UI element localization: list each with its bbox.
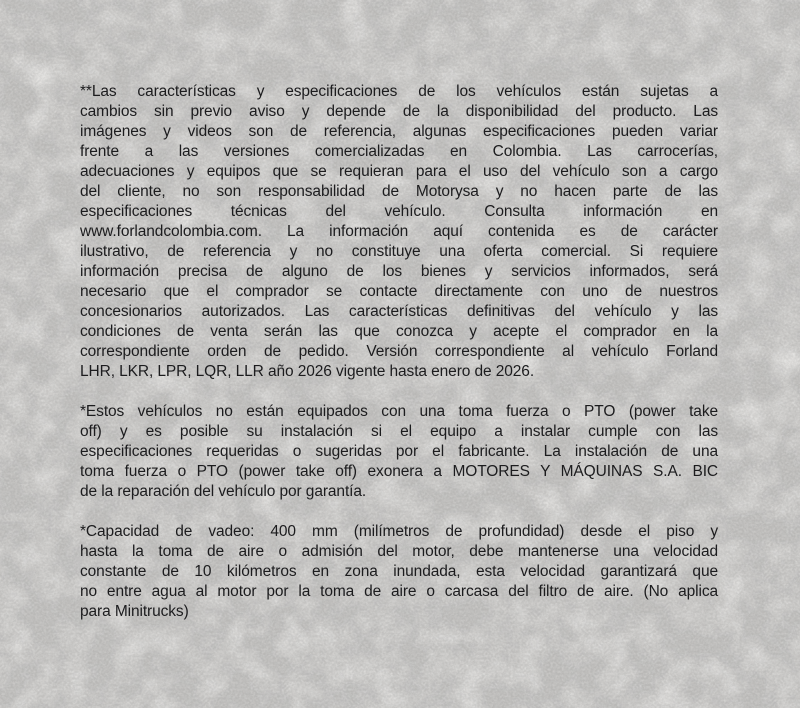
paragraph-line: condiciones de venta serán las que conozca y acepte el comprador en la <box>80 323 718 340</box>
paragraph-line: especificaciones requeridas o sugeridas por el fabricante. La instalación de una <box>80 443 718 460</box>
paragraph-line: hasta la toma de aire o admisión del motor, debe mantenerse una velocidad <box>80 543 718 560</box>
paragraph-line: **Las características y especificaciones de los vehículos están sujetas a <box>80 83 718 100</box>
paragraph-line: información precisa de alguno de los bienes y servicios informados, será <box>80 263 718 280</box>
paragraph-line: del cliente, no son responsabilidad de Motorysa y no hacen parte de las <box>80 183 718 200</box>
paragraph <box>80 522 718 622</box>
disclaimer-text <box>80 82 718 642</box>
paragraph-line: correspondiente orden de pedido. Versión correspondiente al vehículo Forland <box>80 343 718 360</box>
paragraph-line: de la reparación del vehículo por garantía. <box>80 483 367 500</box>
paragraph-line: para Minitrucks) <box>80 603 189 620</box>
paragraph-line: no entre agua al motor por la toma de aire o carcasa del filtro de aire. (No aplica <box>80 583 718 600</box>
paragraph-line: imágenes y videos son de referencia, algunas especificaciones pueden variar <box>80 123 718 140</box>
paragraph-line: www.forlandcolombia.com. La información aquí contenida es de carácter <box>80 223 718 240</box>
paragraph-line: ilustrativo, de referencia y no constituye una oferta comercial. Si requiere <box>80 243 718 260</box>
paragraph-line: *Estos vehículos no están equipados con una toma fuerza o PTO (power take <box>80 403 718 420</box>
paragraph-line: frente a las versiones comercializadas en Colombia. Las carrocerías, <box>80 143 718 160</box>
paragraph-line: toma fuerza o PTO (power take off) exonera a MOTORES Y MÁQUINAS S.A. BIC <box>80 463 718 480</box>
paragraph <box>80 402 718 502</box>
paragraph-line: off) y es posible su instalación si el equipo a instalar cumple con las <box>80 423 718 440</box>
paragraph <box>80 82 718 382</box>
paragraph-line: especificaciones técnicas del vehículo. Consulta información en <box>80 203 718 220</box>
paragraph-line: adecuaciones y equipos que se requieran para el uso del vehículo son a cargo <box>80 163 718 180</box>
paragraph-line: LHR, LKR, LPR, LQR, LLR año 2026 vigente hasta enero de 2026. <box>80 363 535 380</box>
paragraph-line: *Capacidad de vadeo: 400 mm (milímetros de profundidad) desde el piso y <box>80 523 718 540</box>
paragraph-line: necesario que el comprador se contacte directamente con uno de nuestros <box>80 283 718 300</box>
paragraph-line: cambios sin previo aviso y depende de la disponibilidad del producto. Las <box>80 103 718 120</box>
paragraph-line: constante de 10 kilómetros en zona inundada, esta velocidad garantizará que <box>80 563 718 580</box>
paragraph-line: concesionarios autorizados. Las características definitivas del vehículo y las <box>80 303 718 320</box>
